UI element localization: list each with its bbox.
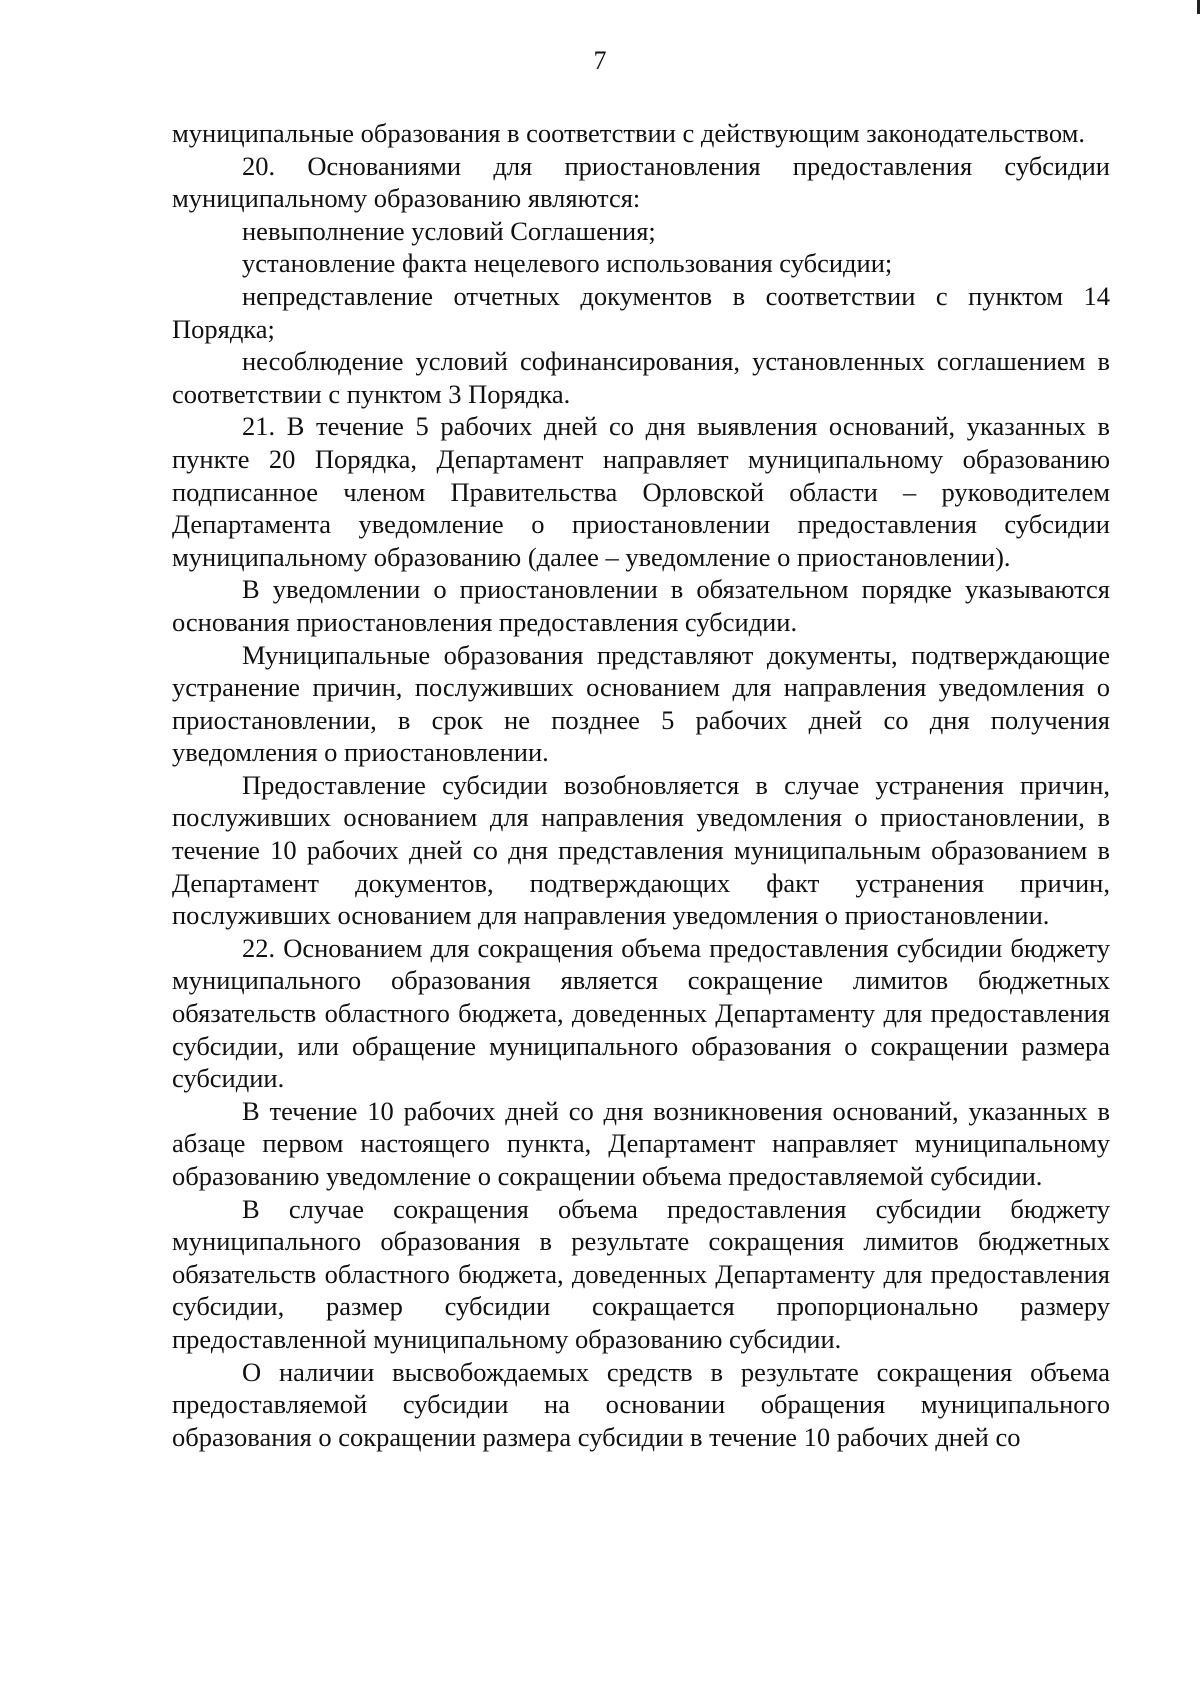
- list-item: непредставление отчетных документов в соответствии с пунктом 14 Порядка;: [172, 280, 1110, 344]
- list-item: установление факта нецелевого использования субсидии;: [242, 248, 893, 279]
- paragraph-continuation: муниципальные образования в соответствии с действующим законодательством.: [172, 118, 1086, 148]
- paragraph-item-20: 20. Основаниями для приостановления предоставления субсидии муниципальному образованию являются:: [172, 150, 1110, 214]
- paragraph: Муниципальные образования представляют документы, подтверждающие устранение причин, послуживших основанием для направления уведомления о приостановлении, в срок не позднее 5 рабочих дней со дня получения уведомления о приостановлении.: [172, 639, 1110, 768]
- list-item: невыполнение условий Соглашения;: [242, 215, 656, 246]
- paragraph: О наличии высвобождаемых средств в результате сокращения объема предоставляемой субсидии на основании обращения муниципального образования о сокращении размера субсидии в течение 10 рабочих дней со: [172, 1356, 1110, 1452]
- paragraph-item-21: 21. В течение 5 рабочих дней со дня выявления оснований, указанных в пункте 20 Порядка, Департамент направляет муниципальному образованию подписанное членом Правительства Орловской области – руководителем Департамента уведомление о приостановлении предоставления субсидии муниципальному образованию (далее – уведомление о приостановлении).: [172, 411, 1110, 572]
- paragraph: В уведомлении о приостановлении в обязательном порядке указываются основания приостановления предоставления субсидии.: [172, 574, 1110, 637]
- paragraph: В случае сокращения объема предоставления субсидии бюджету муниципального образования в результате сокращения лимитов бюджетных обязательств областного бюджета, доведенных Департаменту для предоставления субсидии, размер субсидии сокращается пропорционально размеру предоставленной муниципальному образованию субсидии.: [172, 1193, 1110, 1354]
- page-number: 7: [593, 46, 607, 75]
- document-body: [172, 117, 1110, 1453]
- paragraph: В течение 10 рабочих дней со дня возникновения оснований, указанных в абзаце первом настоящего пункта, Департамент направляет муниципальному образованию уведомление о сокращении объема предоставляемой субсидии.: [172, 1095, 1110, 1191]
- paragraph-item-22: 22. Основанием для сокращения объема предоставления субсидии бюджету муниципального образования является сокращение лимитов бюджетных обязательств областного бюджета, доведенных Департаменту для предоставления субсидии, или обращение муниципального образования о сокращении размера субсидии.: [172, 932, 1110, 1094]
- list-item: несоблюдение условий софинансирования, установленных соглашением в соответствии с пунктом 3 Порядка.: [172, 346, 1110, 409]
- paragraph: Предоставление субсидии возобновляется в случае устранения причин, послуживших основанием для направления уведомления о приостановлении, в течение 10 рабочих дней со дня представления муниципальным образованием в Департамент документов, подтверждающих факт устранения причин, послуживших основанием для направления уведомления о приостановлении.: [172, 769, 1110, 931]
